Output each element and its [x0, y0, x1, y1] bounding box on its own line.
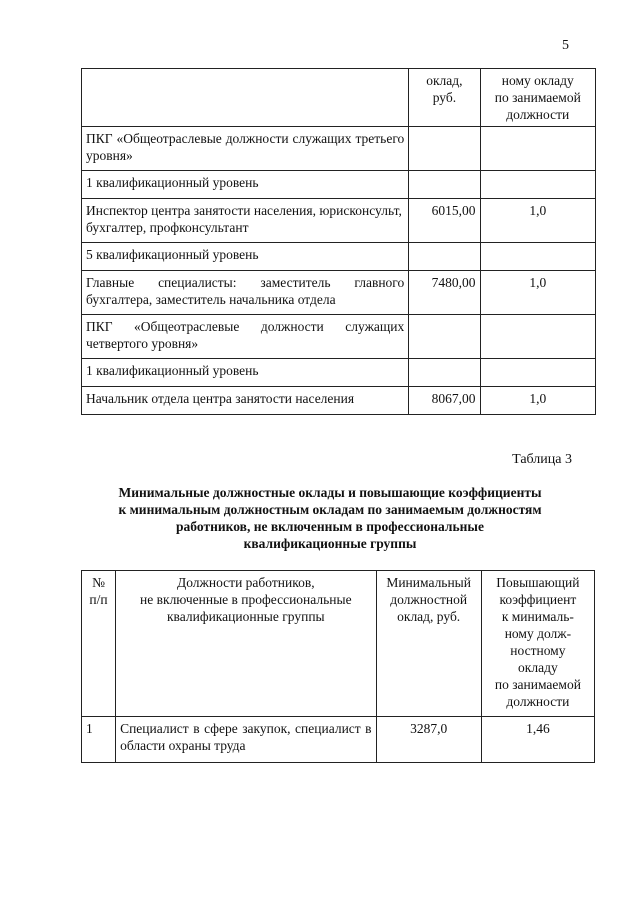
salary-cell — [409, 359, 480, 387]
position-cell: Главные специалисты: заместитель главного бухгалтера, заместитель начальника отдела — [82, 271, 409, 315]
header-cell-text: Минимальный должностной оклад, руб. — [386, 575, 471, 624]
header-cell — [409, 69, 480, 127]
salary-cell — [409, 127, 480, 171]
coefficient-cell — [480, 315, 595, 359]
table-row — [82, 271, 596, 315]
header-cell — [376, 571, 481, 717]
salary-cell: 8067,00 — [409, 387, 480, 415]
coefficient-cell: 1,0 — [480, 387, 595, 415]
table-row — [82, 171, 596, 199]
salary-table-continued — [81, 68, 596, 415]
position-cell: Специалист в сфере закупок, специалист в области охраны труда — [116, 717, 377, 763]
table-row — [82, 243, 596, 271]
row-number-cell: 1 — [82, 717, 116, 763]
salary-cell: 7480,00 — [409, 271, 480, 315]
position-cell: Инспектор центра занятости населения, юрисконсульт, бухгалтер, профконсультант — [82, 199, 409, 243]
salary-cell — [409, 243, 480, 271]
table-row — [82, 315, 596, 359]
position-cell: 1 квалификационный уровень — [82, 359, 409, 387]
salary-cell: 3287,0 — [376, 717, 481, 763]
position-cell: ПКГ «Общеотраслевые должности служащих третьего уровня» — [82, 127, 409, 171]
header-cell-text: оклад, руб. — [426, 73, 463, 105]
header-cell-text: № п/п — [89, 575, 108, 607]
coefficient-cell — [480, 359, 595, 387]
header-cell — [116, 571, 377, 717]
salary-cell — [409, 171, 480, 199]
salary-cell: 6015,00 — [409, 199, 480, 243]
position-cell: ПКГ «Общеотраслевые должности служащих четвертого уровня» — [82, 315, 409, 359]
coefficient-cell — [480, 243, 595, 271]
table-caption: Таблица 3 — [512, 452, 572, 467]
table-row — [82, 387, 596, 415]
table-title: Минимальные должностные оклады и повышающие коэффициенты к минимальным должностным окладам по занимаемым должностям работников, не включенным в профессиональные квалификационные группы — [118, 485, 542, 551]
header-cell — [480, 69, 595, 127]
coefficient-cell — [480, 127, 595, 171]
coefficient-cell — [480, 171, 595, 199]
header-cell-text: ному окладу по занимаемой должности — [494, 73, 581, 122]
coefficient-cell: 1,0 — [480, 271, 595, 315]
header-cell-text: Повышающий коэффициент к минималь- ному долж- ностному окладу по занимаемой должности — [494, 575, 581, 709]
coefficient-cell: 1,0 — [480, 199, 595, 243]
table-header-row — [82, 69, 596, 127]
table-header-row — [82, 571, 595, 717]
salary-cell — [409, 315, 480, 359]
table-row — [82, 359, 596, 387]
header-cell-text: Должности работников, не включенные в профессиональные квалификационные группы — [140, 575, 352, 624]
coefficient-cell: 1,46 — [481, 717, 594, 763]
table-row — [82, 127, 596, 171]
table-row — [82, 199, 596, 243]
position-cell: 1 квалификационный уровень — [82, 171, 409, 199]
header-cell — [82, 69, 409, 127]
table-row — [82, 717, 595, 763]
position-cell: Начальник отдела центра занятости населения — [82, 387, 409, 415]
position-cell: 5 квалификационный уровень — [82, 243, 409, 271]
page-number: 5 — [562, 38, 569, 53]
salary-table-3 — [81, 570, 595, 763]
header-cell — [481, 571, 594, 717]
header-cell — [82, 571, 116, 717]
